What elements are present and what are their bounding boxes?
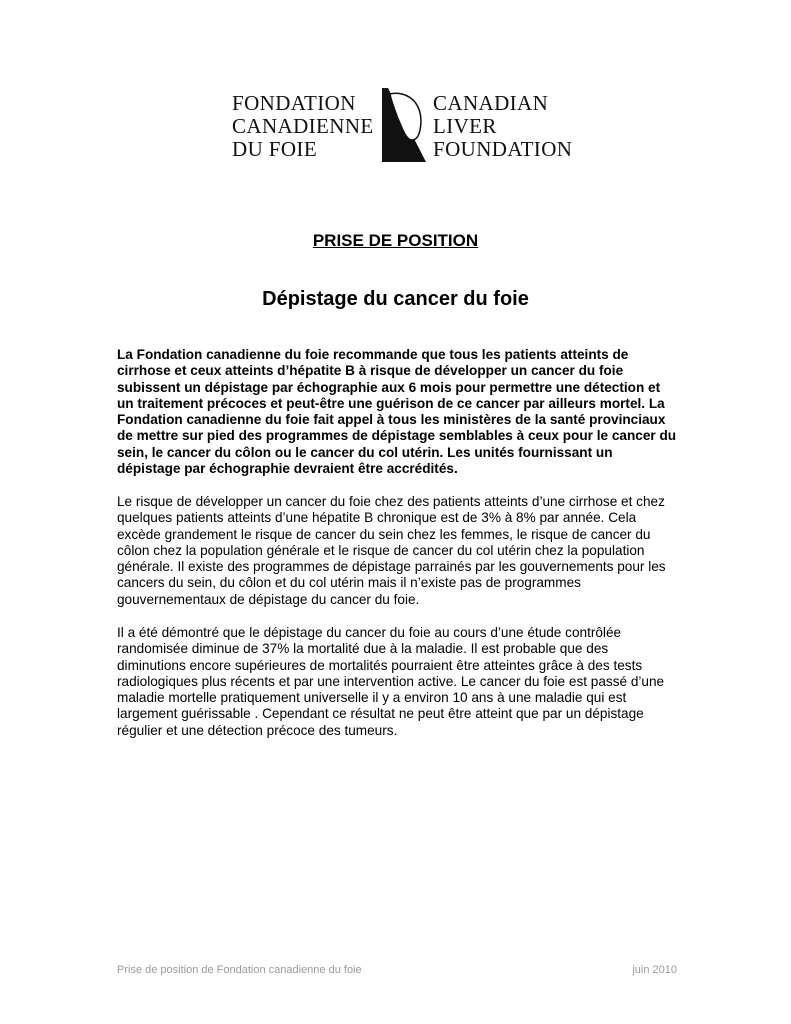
footer-date: juin 2010 [632,964,677,976]
body-paragraph: Le risque de développer un cancer du foie chez des patients atteints d’une cirrhose et chez quelques patients atteints d’une hépatite B chronique est de 3% à 8% par année. Cela excède grandement le risque de cancer du sein chez les femmes, le risque de cancer du côlon chez la population générale et le risque de cancer du col utérin chez la population générale. Il existe des programmes de dépistage parrainés par les gouvernements pour les cancers du sein, du côlon et du col utérin mais il n’existe pas de programmes gouvernementaux de dépistage du cancer du foie. [117,494,666,607]
logo-english-name [433,92,572,161]
section-heading: PRISE DE POSITION [312,231,479,250]
logo-fr-line: CANADIENNE [232,114,374,138]
logo-en-line: CANADIAN [433,91,549,115]
logo-french-name [232,92,374,161]
logo-fr-line: FONDATION [232,91,356,115]
summary-paragraph: La Fondation canadienne du foie recommande que tous les patients atteints de cirrhose et ceux atteints d’hépatite B à risque de développer un cancer du foie subissent un dépistage par échographie aux 6 mois pour permettre une détection et un traitement précoces et peut-être une guérison de ce cancer par ailleurs mortel. La Fondation canadienne du foie fait appel à tous les ministères de la santé provinciaux de mettre sur pied des programmes de dépistage semblables à ceux pour le cancer du sein, le cancer du côlon ou le cancer du col utérin. Les unités fournissant un dépistage par échographie devraient être accrédités. [117,347,677,477]
logo-en-line: FOUNDATION [433,137,573,161]
logo-fr-line: DU FOIE [232,137,318,161]
foundation-logo [228,86,576,164]
logo-en-line: LIVER [433,114,497,138]
document-title: Dépistage du cancer du foie [262,288,529,310]
liver-foundation-logo-mark-icon [382,88,430,162]
footer-title: Prise de position de Fondation canadienne du foie [117,964,362,976]
body-paragraph: Il a été démontré que le dépistage du cancer du foie au cours d’une étude contrôlée randomisée diminue de 37% la mortalité due à la maladie. Il est probable que des diminutions encore supérieures de mortalités pourraient être atteintes grâce à des tests radiologiques plus récents et par une intervention active. Le cancer du foie est passé d’une maladie mortelle pratiquement universelle il y a environ 10 ans à une maladie qui est largement guérissable . Cependant ce résultat ne peut être atteint que par un dépistage régulier et une détection précoce des tumeurs. [117,625,665,738]
